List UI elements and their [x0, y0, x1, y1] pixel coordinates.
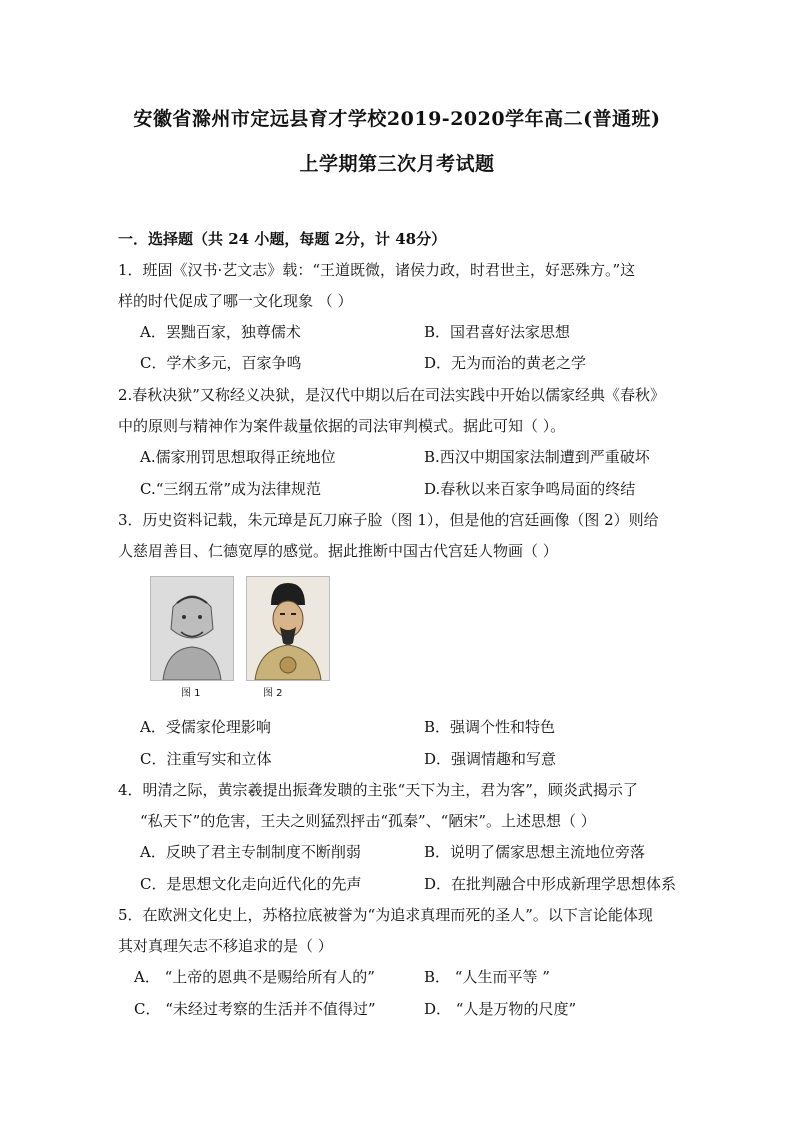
q3-stem-line2: 人慈眉善目、仁德宽厚的感觉。据此推断中国古代宫廷人物画（ ）	[118, 542, 558, 560]
q1-option-c: C．学术多元，百家争鸣	[140, 354, 302, 372]
q3-option-d: D．强调情趣和写意	[424, 750, 557, 768]
q1-option-a: A．罢黜百家，独尊儒术	[140, 323, 301, 341]
court-portrait-image	[246, 576, 330, 681]
figure1-caption: 图 1	[181, 688, 201, 699]
page-subtitle: 上学期第三次月考试题	[299, 153, 495, 175]
q2-option-d: D.春秋以来百家争鸣局面的终结	[424, 480, 636, 498]
q5-option-a: A． “上帝的恩典不是赐给所有人的”	[134, 968, 375, 986]
q2-stem-line1: 2.春秋决狱”又称经义决狱，是汉代中期以后在司法实践中开始以儒家经典《春秋》	[118, 386, 665, 404]
q2-option-b: B.西汉中期国家法制遭到严重破坏	[424, 448, 650, 466]
q4-stem-line2: “私天下”的危害，王夫之则猛烈抨击“孤秦”、“陋宋”。上述思想（ ）	[140, 812, 596, 830]
figure2-caption: 图 2	[263, 688, 283, 699]
q5-stem-line2: 其对真理矢志不移追求的是（ ）	[118, 937, 333, 955]
q4-option-a: A．反映了君主专制制度不断削弱	[140, 843, 361, 861]
q1-stem-line1: 1．班固《汉书·艺文志》载：“王道既微，诸侯力政，时君世主，好恶殊方。”这	[118, 261, 636, 279]
q4-option-b: B．说明了儒家思想主流地位旁落	[424, 843, 646, 861]
q2-option-c: C.“三纲五常”成为法律规范	[140, 480, 322, 498]
q1-stem-line2: 样的时代促成了哪一文化现象 （ ）	[118, 292, 353, 310]
q3-option-c: C．注重写实和立体	[140, 750, 272, 768]
section-heading: 一．选择题（共 24 小题，每题 2分，计 48分）	[118, 230, 447, 248]
q5-stem-line1: 5．在欧洲文化史上，苏格拉底被誉为“为追求真理而死的圣人”。以下言论能体现	[118, 906, 653, 924]
q4-option-d: D．在批判融合中形成新理学思想体系	[424, 875, 677, 893]
q1-option-d: D．无为而治的黄老之学	[424, 354, 587, 372]
q4-option-c: C．是思想文化走向近代化的先声	[140, 875, 362, 893]
q1-option-b: B．国君喜好法家思想	[424, 323, 571, 341]
q2-stem-line2: 中的原则与精神作为案件裁量依据的司法审判模式。据此可知（ ）。	[118, 417, 566, 435]
portrait-sketch-image	[150, 576, 234, 681]
q3-option-b: B．强调个性和特色	[424, 718, 556, 736]
q3-option-a: A．受儒家伦理影响	[140, 718, 271, 736]
q2-option-a: A.儒家刑罚思想取得正统地位	[140, 448, 336, 466]
q5-option-d: D． “人是万物的尺度”	[424, 1000, 577, 1018]
page-title: 安徽省滁州市定远县育才学校2019-2020学年高二(普通班)	[133, 108, 661, 130]
q3-figures	[150, 576, 340, 698]
q5-option-c: C． “未经过考察的生活并不值得过”	[134, 1000, 376, 1018]
q3-stem-line1: 3．历史资料记载，朱元璋是瓦刀麻子脸（图 1），但是他的宫廷画像（图 2）则给	[118, 511, 659, 529]
q5-option-b: B． “人生而平等 ”	[424, 968, 550, 986]
q4-stem-line1: 4．明清之际，黄宗羲提出振聋发聩的主张“天下为主，君为客”，顾炎武揭示了	[118, 781, 638, 799]
